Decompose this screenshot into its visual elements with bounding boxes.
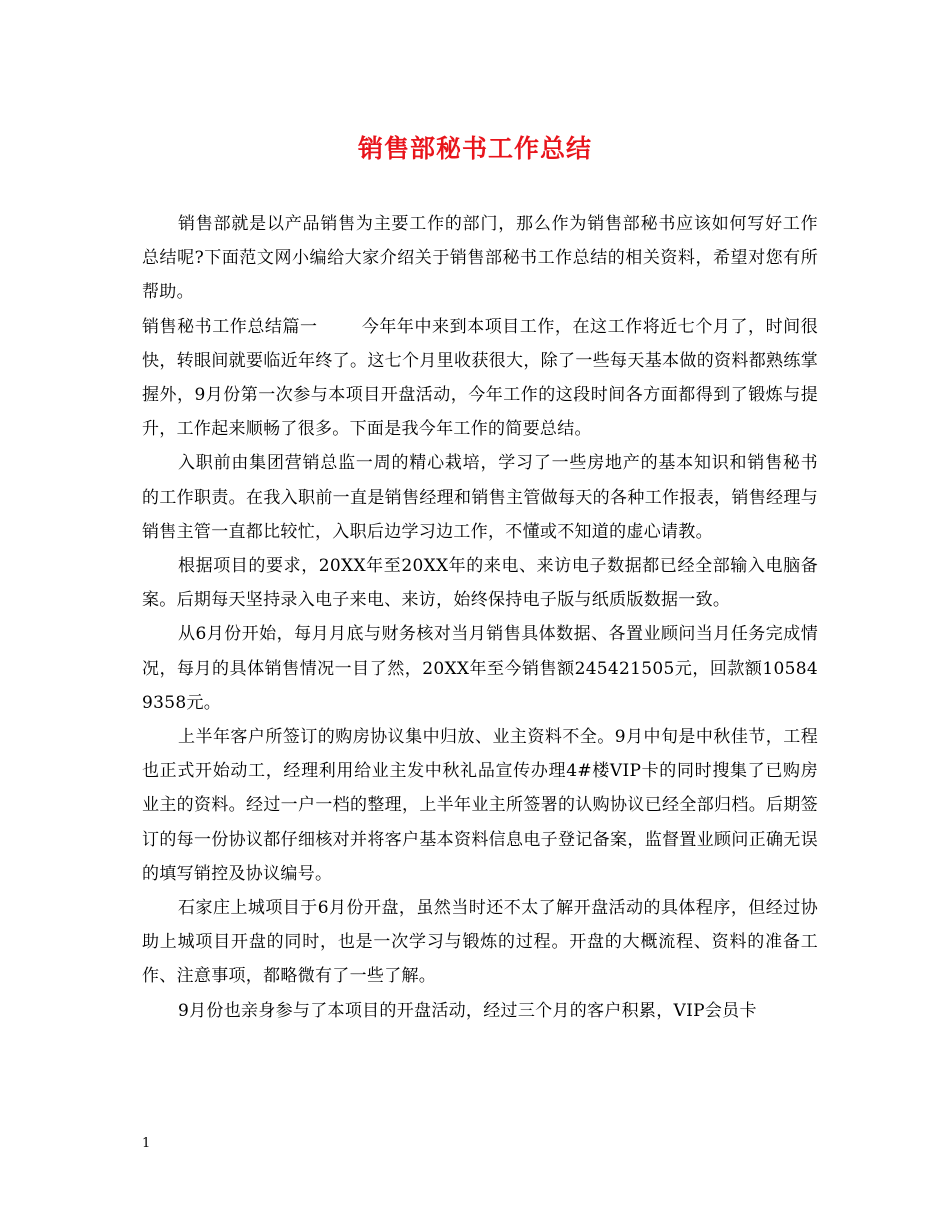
section-paragraph-text: 今年年中来到本项目工作，在这工作将近七个月了，时间很快，转眼间就要临近年终了。这七个月里收获很大，除了一些每天基本做的资料都熟练掌握外，9月份第一次参与本项目开盘活动，今年工作的这段时间各方面都得到了锻炼与提升，工作起来顺畅了很多。下面是我今年工作的简要总结。	[142, 316, 818, 440]
sales-figures-paragraph: 从6月份开始，每月月底与财务核对当月销售具体数据、各置业顾问当月任务完成情况，每月的具体销售情况一目了然，20XX年至今销售额245421505元，回款额105849358元。	[142, 624, 818, 713]
section-paragraph	[142, 310, 818, 447]
data-entry-paragraph: 根据项目的要求，20XX年至20XX年的来电、来访电子数据都已经全部输入电脑备案。后期每天坚持录入电子来电、来访，始终保持电子版与纸质版数据一致。	[142, 556, 818, 611]
section-heading: 销售秘书工作总结篇一	[142, 316, 318, 337]
document-title: 销售部秘书工作总结	[357, 134, 592, 163]
opening-event-paragraph: 石家庄上城项目于6月份开盘，虽然当时还不太了解开盘活动的具体程序，但经过协助上城项目开盘的同时，也是一次学习与锻炼的过程。开盘的大概流程、资料的准备工作、注意事项，都略微有了一些了解。	[142, 898, 818, 987]
archiving-paragraph: 上半年客户所签订的购房协议集中归放、业主资料不全。9月中旬是中秋佳节，工程也正式开始动工，经理利用给业主发中秋礼品宣传办理4#楼VIP卡的同时搜集了已购房业主的资料。经过一户一档的整理，上半年业主所签署的认购协议已经全部归档。后期签订的每一份协议都仔细核对并将客户基本资料信息电子登记备案，监督置业顾问正确无误的填写销控及协议编号。	[142, 727, 818, 884]
intro-paragraph: 销售部就是以产品销售为主要工作的部门，那么作为销售部秘书应该如何写好工作总结呢?下面范文网小编给大家介绍关于销售部秘书工作总结的相关资料，希望对您有所帮助。	[142, 214, 818, 303]
september-paragraph: 9月份也亲身参与了本项目的开盘活动，经过三个月的客户积累，VIP会员卡	[178, 1000, 757, 1021]
document-body	[142, 207, 818, 1028]
onboarding-paragraph: 入职前由集团营销总监一周的精心栽培，学习了一些房地产的基本知识和销售秘书的工作职责。在我入职前一直是销售经理和销售主管做每天的各种工作报表，销售经理与销售主管一直都比较忙，入职后边学习边工作，不懂或不知道的虚心请教。	[142, 453, 818, 542]
page-number: 1	[142, 1136, 151, 1151]
